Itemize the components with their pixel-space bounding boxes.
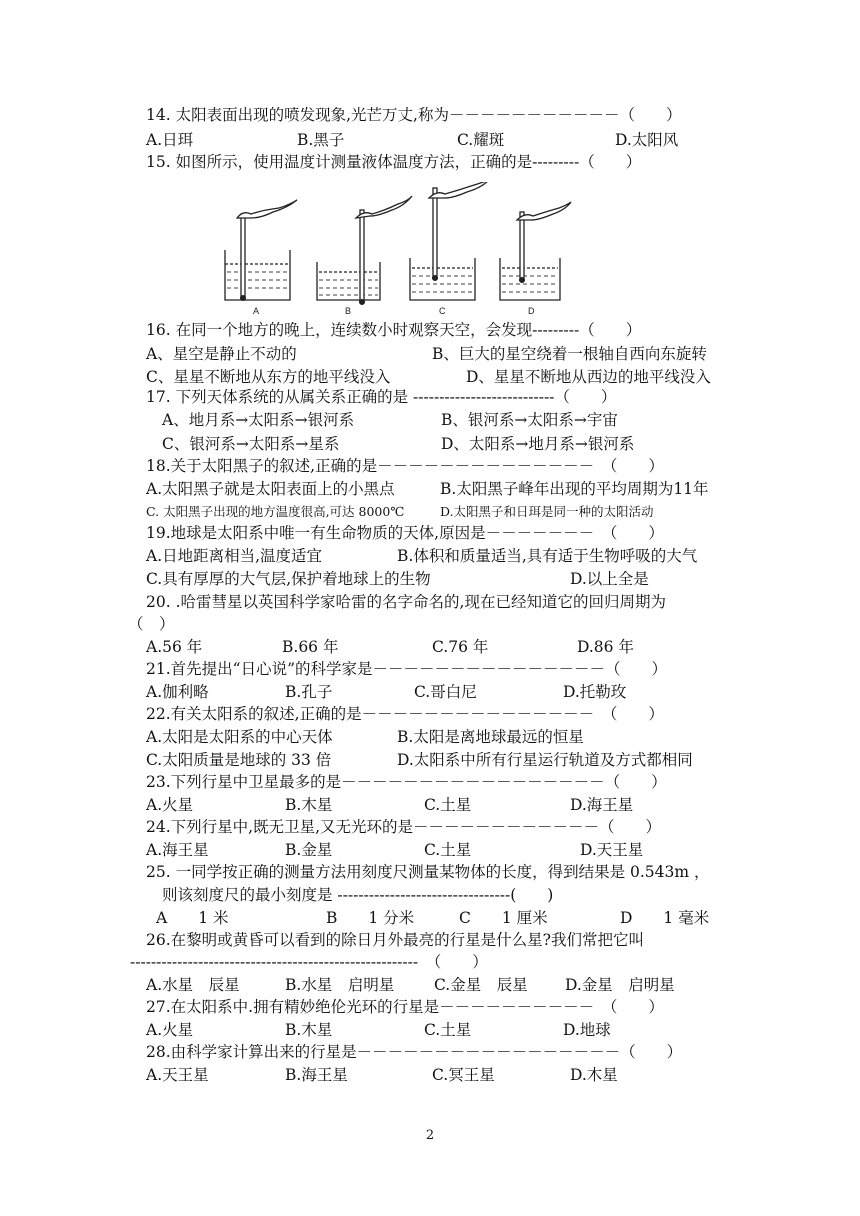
option-21b: B.孔子 [285,683,333,701]
question-22: 22.有关太阳系的叙述,正确的是－－－－－－－－－－－－－－－ （ ） [146,705,664,723]
option-26b: B.水星 启明星 [285,976,395,994]
option-17b: B、银河系→太阳系→宇宙 [441,411,618,429]
option-24c: C.土星 [424,841,472,859]
question-26: 26.在黎明或黄昏可以看到的除日月外最亮的行星是什么星?我们常把它叫 [146,931,644,949]
option-23b: B.木星 [285,796,333,814]
option-25a: A 1 米 [156,909,229,927]
option-28d: D.木星 [570,1066,618,1084]
option-20c: C.76 年 [432,638,489,656]
figure-label-d: D [528,306,535,316]
beaker-d [500,202,571,300]
option-28c: C.冥王星 [432,1066,495,1084]
figure-label-a: A [253,306,260,316]
question-18: 18.关于太阳黑子的叙述,正确的是－－－－－－－－－－－－－－ （ ） [146,457,664,475]
figure-label-b: B [345,306,352,316]
option-23c: C.土星 [424,796,472,814]
option-16d: D、星星不断地从西边的地平线没入 [466,368,711,386]
option-14c: C.耀斑 [457,131,505,149]
option-23d: D.海王星 [570,796,634,814]
option-22a: A.太阳是太阳系的中心天体 [146,728,333,746]
option-18d: D.太阳黑子和日珥是同一种的太阳活动 [440,504,654,519]
option-14a: A.日珥 [146,131,194,149]
question-27: 27.在太阳系中.拥有精妙绝伦光环的行星是－－－－－－－－－－ （ ） [146,998,664,1016]
option-22d: D.太阳系中所有行星运行轨道及方式都相同 [397,751,693,769]
question-25: 25. 一同学按正确的测量方法用刻度尺测量某物体的长度，得到结果是 0.543m ， [146,863,710,881]
option-20d: D.86 年 [577,638,634,656]
question-26-line2: ------------------------------------------------------- （ ） [130,953,488,971]
option-26d: D.金星 启明星 [565,976,675,994]
option-14b: B.黑子 [297,131,345,149]
option-24a: A.海王星 [146,841,209,859]
question-14: 14. 太阳表面出现的喷发现象,光芒万丈,称为－－－－－－－－－－－（ ） [146,106,682,124]
option-26c: C.金星 辰星 [434,976,528,994]
question-21: 21.首先提出“日心说”的科学家是－－－－－－－－－－－－－－－（ ） [146,660,668,678]
option-20a: A.56 年 [146,638,203,656]
option-28a: A.天王星 [146,1066,209,1084]
option-27c: C.土星 [424,1021,472,1039]
option-16a: A、星空是静止不动的 [146,345,297,363]
beaker-a [225,200,297,300]
option-19d: D.以上全是 [570,570,649,588]
option-24b: B.金星 [285,841,333,859]
question-23: 23.下列行星中卫星最多的是－－－－－－－－－－－－－－－－－（ ） [146,773,667,791]
question-17: 17. 下列天体系统的从属关系正确的是 ---------------------------（ ） [146,388,617,406]
question-24: 24.下列行星中,既无卫星,又无光环的是－－－－－－－－－－－－（ ） [146,818,662,836]
option-18a: A.太阳黑子就是太阳表面上的小黑点 [146,480,395,498]
option-21c: C.哥白尼 [414,683,477,701]
option-24d: D.天王星 [580,841,644,859]
question-28: 28.由科学家计算出来的行星是－－－－－－－－－－－－－－－－－（ ） [146,1043,683,1061]
option-25c: C 1 厘米 [459,909,548,927]
figure-label-c: C [439,306,446,316]
option-16b: B、巨大的星空绕着一根轴自西向东旋转 [432,345,707,363]
option-27a: A.火星 [146,1021,194,1039]
option-21a: A.伽利略 [146,683,209,701]
question-20-bracket: （ ） [128,615,175,633]
option-16c: C、星星不断地从东方的地平线没入 [146,368,391,386]
option-19b: B.体积和质量适当,具有适于生物呼吸的大气 [397,547,698,565]
option-22c: C.太阳质量是地球的 33 倍 [146,751,332,769]
option-25b: B 1 分米 [326,909,415,927]
question-15: 15. 如图所示，使用温度计测量液体温度方法，正确的是---------（ ） [146,153,642,171]
question-16: 16. 在同一个地方的晚上，连续数小时观察天空，会发现---------（ ） [146,321,642,339]
beaker-b [317,196,412,304]
option-21d: D.托勒玫 [563,683,627,701]
option-27d: D.地球 [563,1021,611,1039]
thermometer-figure [215,182,605,317]
option-22b: B.太阳是离地球最远的恒星 [397,728,584,746]
option-28b: B.海王星 [285,1066,348,1084]
option-18b: B.太阳黑子峰年出现的平均周期为11年 [440,480,709,498]
page-number: 2 [425,1128,435,1143]
option-23a: A.火星 [146,796,194,814]
option-18c: C. 太阳黑子出现的地方温度很高,可达 8000℃ [146,504,405,519]
option-17c: C、银河系→太阳系→星系 [162,435,340,453]
question-25-line2: 则该刻度尺的最小刻度是 ---------------------------------( ) [162,886,554,904]
option-19c: C.具有厚厚的大气层,保护着地球上的生物 [146,570,431,588]
option-17a: A、地月系→太阳系→银河系 [162,411,355,429]
option-25d: D 1 毫米 [620,909,710,927]
option-19a: A.日地距离相当,温度适宜 [146,547,323,565]
option-17d: D、太阳系→地月系→银河系 [441,435,635,453]
question-20: 20. .哈雷彗星以英国科学家哈雷的名字命名的,现在已经知道它的回归周期为 [146,593,666,611]
option-27b: B.木星 [285,1021,333,1039]
option-20b: B.66 年 [282,638,339,656]
option-26a: A.水星 辰星 [146,976,240,994]
question-19: 19.地球是太阳系中唯一有生命物质的天体,原因是－－－－－－－ （ ） [146,524,664,542]
option-14d: D.太阳风 [615,131,679,149]
beaker-c [410,182,489,300]
